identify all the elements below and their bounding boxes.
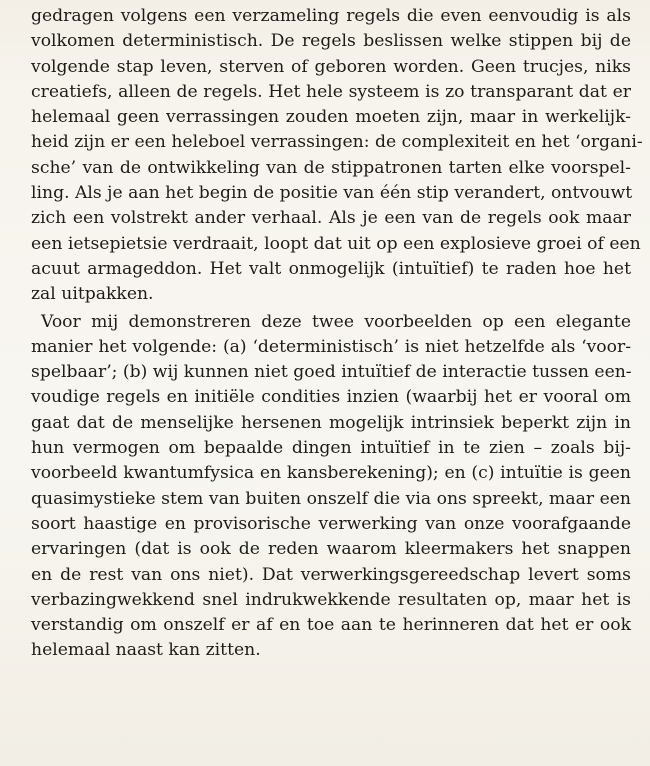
text-line: quasimystieke stem van buiten onszelf die via ons spreekt, maar een (31, 488, 631, 509)
text-line: spelbaar’; (b) wij kunnen niet goed intuïtief de interactie tussen een- (31, 362, 632, 383)
text-line: Voor mij demonstreren deze twee voorbeelden op een elegante (41, 311, 631, 332)
show-through-bottom (80, 742, 620, 766)
text-line: en de rest van ons niet). Dat verwerkingsgereedschap levert soms (31, 564, 631, 585)
text-line: ling. Als je aan het begin de positie van één stip verandert, ontvouwt (31, 183, 633, 204)
text-line: acuut armageddon. Het valt onmogelijk (intuïtief) te raden hoe het (31, 258, 631, 279)
text-line: volkomen deterministisch. De regels beslissen welke stippen bij de (31, 31, 631, 52)
text-line: zal uitpakken. (31, 284, 154, 305)
text-line: verstandig om onszelf er af en toe aan te herinneren dat het er ook (31, 615, 631, 636)
body-text (31, 4, 643, 664)
text-line: gaat dat de menselijke hersenen mogelijk intrinsiek beperkt zijn in (31, 412, 631, 433)
text-line: manier het volgende: (a) ‘deterministisch’ is niet hetzelfde als ‘voor- (31, 336, 631, 357)
text-line: gedragen volgens een verzameling regels die even eenvoudig is als (31, 6, 631, 26)
text-line: heid zijn er een heleboel verrassingen: de complexiteit en het ‘organi- (31, 132, 643, 153)
text-line: voudige regels en initiële condities inzien (waarbij het er vooral om (31, 387, 631, 408)
text-line: voorbeeld kwantumfysica en kansberekening); en (c) intuïtie is geen (31, 463, 631, 484)
paragraph-2 (31, 310, 631, 664)
text-line: zich een volstrekt ander verhaal. Als je een van de regels ook maar (31, 208, 631, 229)
text-line: soort haastige en provisorische verwerking van onze voorafgaande (31, 513, 631, 534)
text-line: hun vermogen om bepaalde dingen intuïtief in te zien – zoals bij- (31, 438, 631, 459)
text-line: helemaal geen verrassingen zouden moeten zijn, maar in werkelijk- (31, 107, 631, 128)
text-line: verbazingwekkend snel indrukwekkende resultaten op, maar het is (31, 589, 631, 610)
paragraph-1 (31, 4, 643, 308)
text-line: volgende stap leven, sterven of geboren worden. Geen trucjes, niks (31, 56, 631, 77)
text-line: helemaal naast kan zitten. (31, 640, 261, 661)
text-line: ervaringen (dat is ook de reden waarom kleermakers het snappen (31, 539, 631, 560)
text-line: sche’ van de ontwikkeling van de stippatronen tarten elke voorspel- (31, 157, 631, 178)
text-line: creatiefs, alleen de regels. Het hele systeem is zo transparant dat er (31, 81, 631, 102)
text-line: een ietsepietsie verdraait, loopt dat uit op een explosieve groei of een (31, 233, 641, 254)
